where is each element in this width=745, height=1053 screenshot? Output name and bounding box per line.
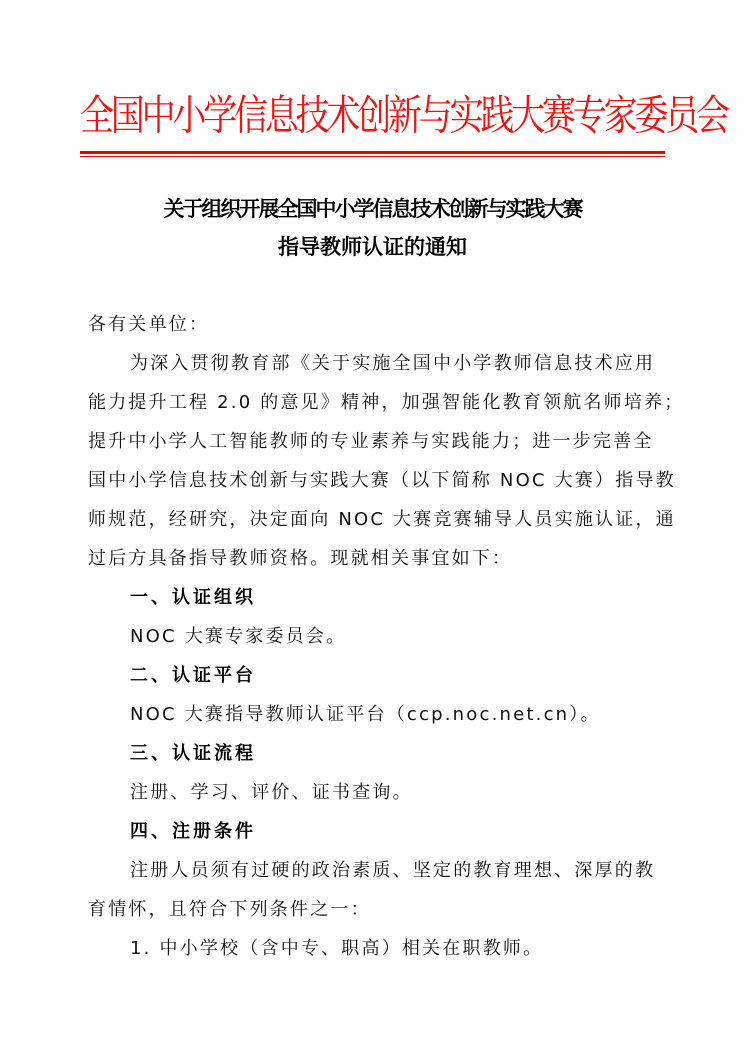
letterhead-organization: 全国中小学信息技术创新与实践大赛专家委员会 xyxy=(80,91,727,141)
document-body xyxy=(88,305,685,968)
section-heading-registration-conditions: 四、注册条件 xyxy=(130,821,256,842)
red-rule-thick xyxy=(80,151,665,154)
intro-line: 能力提升工程 2.0 的意见》精神，加强智能化教育领航名师培养； xyxy=(88,392,685,413)
document-title-line-2: 指导教师认证的通知 xyxy=(278,234,467,259)
letterhead xyxy=(80,88,727,144)
letterhead-red-rule xyxy=(80,151,665,158)
section-heading-platform: 二、认证平台 xyxy=(130,665,256,686)
section-text: 注册、学习、评价、证书查询。 xyxy=(130,782,413,803)
intro-line: 提升中小学人工智能教师的专业素养与实践能力；进一步完善全 xyxy=(88,431,654,452)
intro-line: 过后方具备指导教师资格。现就相关事宜如下： xyxy=(88,548,513,569)
intro-line: 师规范，经研究，决定面向 NOC 大赛竞赛辅导人员实施认证，通 xyxy=(88,509,676,530)
section-heading-process: 三、认证流程 xyxy=(130,743,256,764)
section-text: 育情怀，且符合下列条件之一： xyxy=(88,899,371,920)
section-heading-organization: 一、认证组织 xyxy=(130,587,256,608)
section-text: NOC 大赛指导教师认证平台（ccp.noc.net.cn）。 xyxy=(130,704,601,725)
document-title-line-1: 关于组织开展全国中小学信息技术创新与实践大赛 xyxy=(163,196,582,221)
section-text: 注册人员须有过硬的政治素质、坚定的教育理想、深厚的教 xyxy=(130,860,656,881)
condition-item: 1. 中小学校（含中专、职高）相关在职教师。 xyxy=(130,938,544,959)
salutation: 各有关单位： xyxy=(88,314,210,335)
section-text: NOC 大赛专家委员会。 xyxy=(130,626,347,647)
intro-line: 为深入贯彻教育部《关于实施全国中小学教师信息技术应用 xyxy=(130,353,656,374)
intro-line: 国中小学信息技术创新与实践大赛（以下简称 NOC 大赛）指导教 xyxy=(88,470,676,491)
red-rule-thin xyxy=(80,156,665,157)
